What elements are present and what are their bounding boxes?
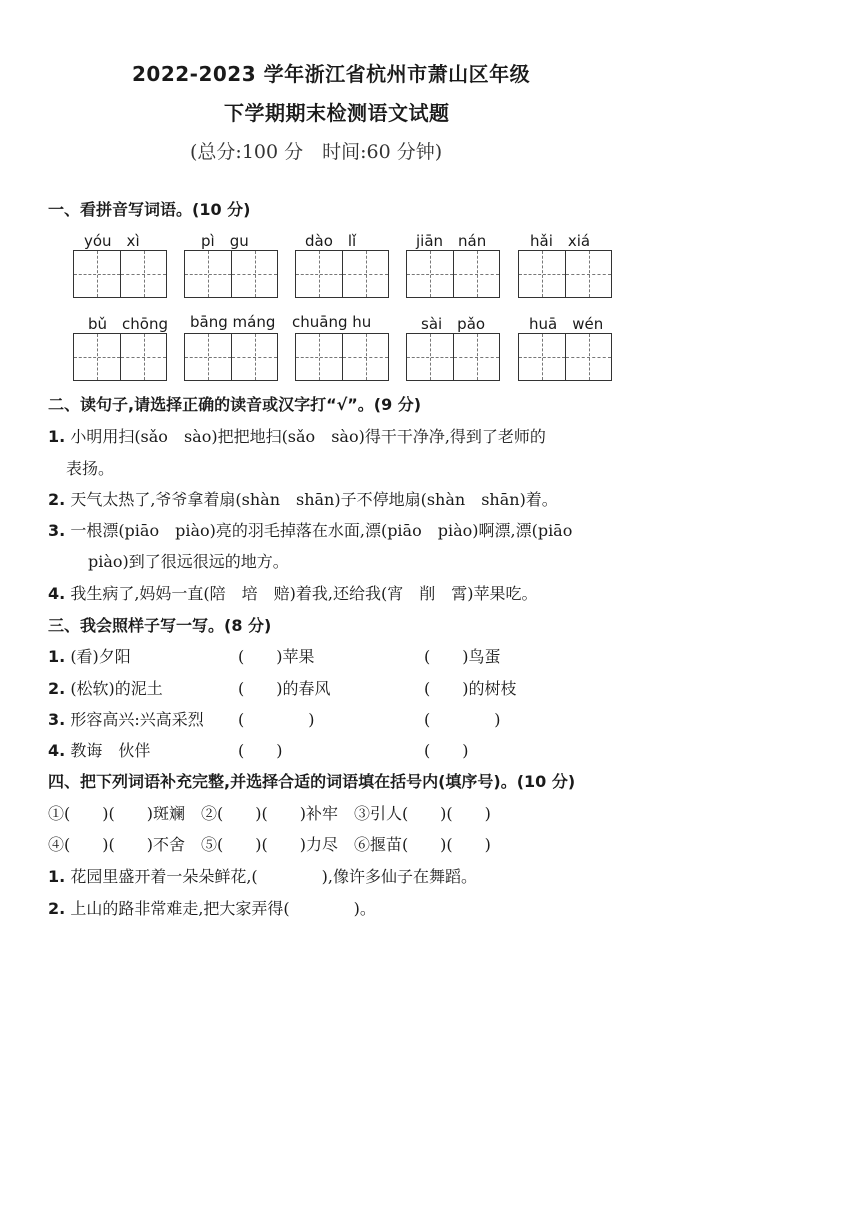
writing-grid[interactable]	[406, 250, 500, 298]
writing-grid[interactable]	[295, 250, 389, 298]
grid-cell[interactable]	[231, 334, 277, 380]
grid-cell[interactable]	[565, 251, 611, 297]
answer-blank[interactable]: ( )	[424, 710, 501, 729]
grid-cell[interactable]	[565, 334, 611, 380]
writing-grid[interactable]	[73, 250, 167, 298]
question-line	[48, 864, 477, 887]
question-text: 花园里盛开着一朵朵鲜花,( ),像许多仙子在舞蹈。	[70, 867, 477, 886]
example-text: (看)夕阳	[70, 647, 131, 666]
question-text: 我生病了,妈妈一直(陪 培 赔)着我,还给我(宵 削 霄)苹果吃。	[70, 584, 538, 603]
pinyin-label: jiān nán	[416, 232, 487, 250]
example-text: 教诲 伙伴	[70, 741, 151, 760]
grid-cell[interactable]	[74, 334, 120, 380]
grid-cell[interactable]	[185, 334, 231, 380]
pinyin-label: yóu xì	[84, 232, 140, 250]
question-line	[48, 581, 537, 604]
question-number: 2.	[48, 490, 66, 509]
subtitle: (总分:100 分 时间:60 分钟)	[190, 141, 443, 163]
grid-cell[interactable]	[453, 251, 499, 297]
question-number: 3.	[48, 710, 66, 729]
pinyin-label: dào lǐ	[305, 232, 357, 250]
answer-blank[interactable]: ( )	[238, 741, 283, 760]
pinyin-label: huā wén	[529, 315, 604, 333]
title-line-2: 下学期期末检测语文试题	[224, 101, 450, 125]
writing-grid[interactable]	[518, 250, 612, 298]
title-line-1: 2022-2023 学年浙江省杭州市萧山区年级	[132, 62, 531, 86]
pinyin-label: hǎi xiá	[530, 232, 591, 250]
question-line	[48, 487, 558, 510]
question-line	[48, 518, 572, 541]
example-text: (松软)的泥土	[70, 679, 163, 698]
example-row	[48, 707, 204, 730]
answer-blank[interactable]: ( )	[238, 710, 315, 729]
section-3-heading: 三、我会照样子写一写。(8 分)	[48, 616, 272, 635]
grid-cell[interactable]	[453, 334, 499, 380]
grid-cell[interactable]	[120, 334, 166, 380]
question-number: 1.	[48, 427, 66, 446]
grid-cell[interactable]	[407, 251, 453, 297]
pinyin-label: sài pǎo	[421, 315, 486, 333]
grid-cell[interactable]	[407, 334, 453, 380]
question-continuation: 表扬。	[66, 459, 115, 478]
question-number: 1.	[48, 647, 66, 666]
answer-blank[interactable]: ( )的春风	[238, 679, 331, 698]
pinyin-label: chuāng hu	[292, 313, 372, 331]
question-number: 4.	[48, 584, 66, 603]
section-4-heading: 四、把下列词语补充完整,并选择合适的词语填在括号内(填序号)。(10 分)	[48, 772, 576, 791]
grid-cell[interactable]	[519, 334, 565, 380]
writing-grid[interactable]	[73, 333, 167, 381]
section-2-heading: 二、读句子,请选择正确的读音或汉字打“√”。(9 分)	[48, 395, 422, 414]
question-text: 上山的路非常难走,把大家弄得( )。	[70, 899, 376, 918]
question-text: 一根漂(piāo piào)亮的羽毛掉落在水面,漂(piāo piào)啊漂,漂(piāo	[70, 521, 573, 540]
idiom-row[interactable]: ④( )( )不舍 ⑤( )( )力尽 ⑥揠苗( )( )	[48, 835, 491, 854]
example-row	[48, 644, 131, 667]
idiom-row[interactable]: ①( )( )斑斓 ②( )( )补牢 ③引人( )( )	[48, 804, 491, 823]
pinyin-label: pì gu	[201, 232, 249, 250]
answer-blank[interactable]: ( )的树枝	[424, 679, 517, 698]
grid-cell[interactable]	[519, 251, 565, 297]
answer-blank[interactable]: ( )	[424, 741, 469, 760]
grid-cell[interactable]	[74, 251, 120, 297]
question-line	[48, 896, 376, 919]
grid-cell[interactable]	[342, 334, 388, 380]
grid-cell[interactable]	[296, 334, 342, 380]
question-number: 1.	[48, 867, 66, 886]
example-row	[48, 676, 163, 699]
question-number: 2.	[48, 899, 66, 918]
pinyin-label: bǔ chōng	[88, 315, 168, 333]
writing-grid[interactable]	[184, 333, 278, 381]
grid-cell[interactable]	[231, 251, 277, 297]
pinyin-label: bāng máng	[190, 313, 276, 331]
grid-cell[interactable]	[342, 251, 388, 297]
writing-grid[interactable]	[518, 333, 612, 381]
writing-grid[interactable]	[295, 333, 389, 381]
grid-cell[interactable]	[120, 251, 166, 297]
writing-grid[interactable]	[184, 250, 278, 298]
question-continuation: piào)到了很远很远的地方。	[88, 552, 289, 571]
answer-blank[interactable]: ( )苹果	[238, 647, 315, 666]
question-text: 小明用扫(sǎo sào)把把地扫(sǎo sào)得干干净净,得到了老师的	[70, 427, 546, 446]
answer-blank[interactable]: ( )鸟蛋	[424, 647, 501, 666]
question-number: 2.	[48, 679, 66, 698]
grid-cell[interactable]	[185, 251, 231, 297]
grid-cell[interactable]	[296, 251, 342, 297]
question-number: 3.	[48, 521, 66, 540]
example-row	[48, 738, 150, 761]
writing-grid[interactable]	[406, 333, 500, 381]
section-1-heading: 一、看拼音写词语。(10 分)	[48, 200, 251, 219]
question-line	[48, 424, 546, 447]
question-number: 4.	[48, 741, 66, 760]
example-text: 形容高兴:兴高采烈	[70, 710, 204, 729]
question-text: 天气太热了,爷爷拿着扇(shàn shān)子不停地扇(shàn shān)着。	[70, 490, 558, 509]
